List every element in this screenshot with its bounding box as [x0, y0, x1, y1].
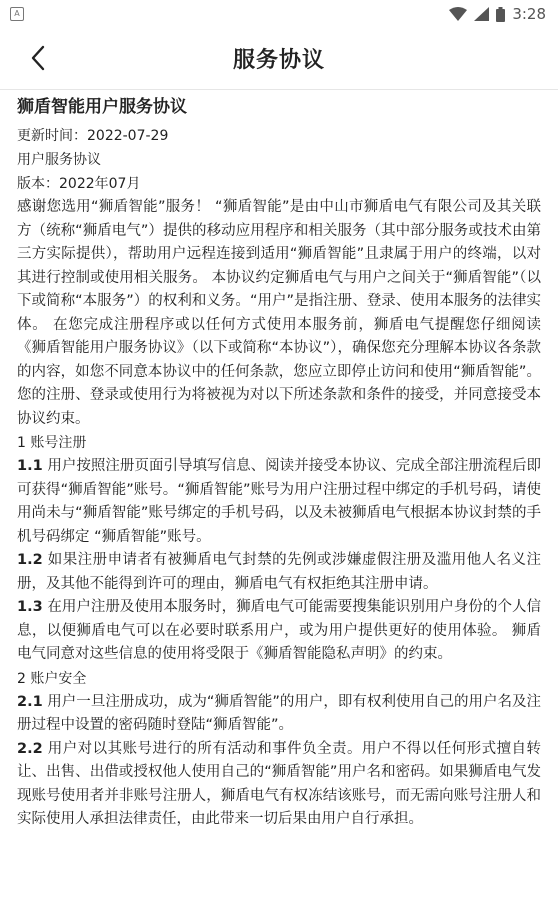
section-2-title: 2 账户安全	[17, 670, 87, 687]
clause-number: 1.2	[17, 552, 43, 568]
status-right	[449, 5, 546, 23]
clause-number: 2.1	[17, 693, 43, 710]
status-bar	[0, 0, 558, 28]
clause-text: 如果注册申请者有被狮盾电气封禁的先例或涉嫌虚假注册及滥用他人名义注册，及其他不能得到许可的理由，狮盾电气有权拒绝其注册申请。	[17, 552, 541, 592]
clause-2-2	[17, 738, 541, 832]
intro-paragraph: 感谢您选用“狮盾智能”服务！ “狮盾智能”是由中山市狮盾电气有限公司及其关联方（统称“狮盾电气”）提供的移动应用程序和相关服务（其中部分服务或技术由第三方实际提供），帮助用户远程连接到适用“狮盾智能”且隶属于用户的终端，以对其进行控制或使用相关服务。 本协议约定狮盾电气与用户之间关于“狮盾智能”（以下或简称“本服务”）的权利和义务。“用户”是指注册、登录、使用本服务的法律实体。 在您完成注册程序或以任何方式使用本服务前，狮盾电气提醒您仔细阅读《狮盾智能用户服务协议》（以下或简称“本协议”），确保您充分理解本协议各条款的内容，如您不同意本协议中的任何条款，您应立即停止访问和使用“狮盾智能”。您的注册、登录或使用行为将被视为对以下所述条款和条件的接受，并同意接受本协议约束。	[17, 199, 541, 427]
clause-text: 用户按照注册页面引导填写信息、阅读并接受本协议、完成全部注册流程后即可获得“狮盾智能”账号。“狮盾智能”账号为用户注册过程中绑定的手机号码，请使用尚未与“狮盾智能”账号绑定的手机号码，以及未被狮盾电气根据本协议封禁的手机号码绑定 “狮盾智能”账号。	[17, 458, 541, 545]
app-bar	[0, 28, 558, 90]
version: 版本：2022年07月	[17, 176, 141, 192]
status-left	[10, 7, 24, 21]
clause-1-3	[17, 596, 541, 667]
clause-number: 2.2	[17, 740, 43, 757]
back-button[interactable]	[22, 42, 54, 74]
section-1-title: 1 账号注册	[17, 435, 87, 451]
page-title: 服务协议	[232, 48, 325, 73]
cellular-signal-icon	[474, 7, 489, 21]
clause-1-2	[17, 549, 541, 596]
battery-icon	[496, 7, 505, 22]
clause-number: 1.1	[17, 458, 43, 474]
chevron-left-icon	[30, 45, 46, 71]
document-subtitle: 用户服务协议	[17, 152, 101, 168]
agreement-content[interactable]	[0, 90, 558, 832]
document-title: 狮盾智能用户服务协议	[17, 97, 187, 117]
clause-text: 用户一旦注册成功，成为“狮盾智能”的用户，即有权利使用自己的用户名及注册过程中设置的密码随时登陆“狮盾智能”。	[17, 693, 541, 733]
notification-icon: A	[10, 7, 24, 21]
clause-text: 用户对以其账号进行的所有活动和事件负全责。用户不得以任何形式擅自转让、出售、出借或授权他人使用自己的“狮盾智能”用户名和密码。如果狮盾电气发现账号使用者并非账号注册人，狮盾电气有权冻结该账号，而无需向账号注册人和实际使用人承担法律责任，由此带来一切后果由用户自行承担。	[17, 740, 541, 827]
clause-2-1	[17, 691, 541, 738]
update-time: 更新时间：2022-07-29	[17, 128, 169, 144]
clause-text: 在用户注册及使用本服务时，狮盾电气可能需要搜集能识别用户身份的个人信息，以便狮盾电气可以在必要时联系用户，或为用户提供更好的使用体验。 狮盾电气同意对这些信息的使用将受限于《狮盾智能隐私声明》的约束。	[17, 599, 541, 662]
clause-number: 1.3	[17, 599, 43, 615]
wifi-icon	[449, 7, 467, 21]
clause-1-1	[17, 455, 541, 549]
status-time: 3:28	[512, 5, 546, 23]
